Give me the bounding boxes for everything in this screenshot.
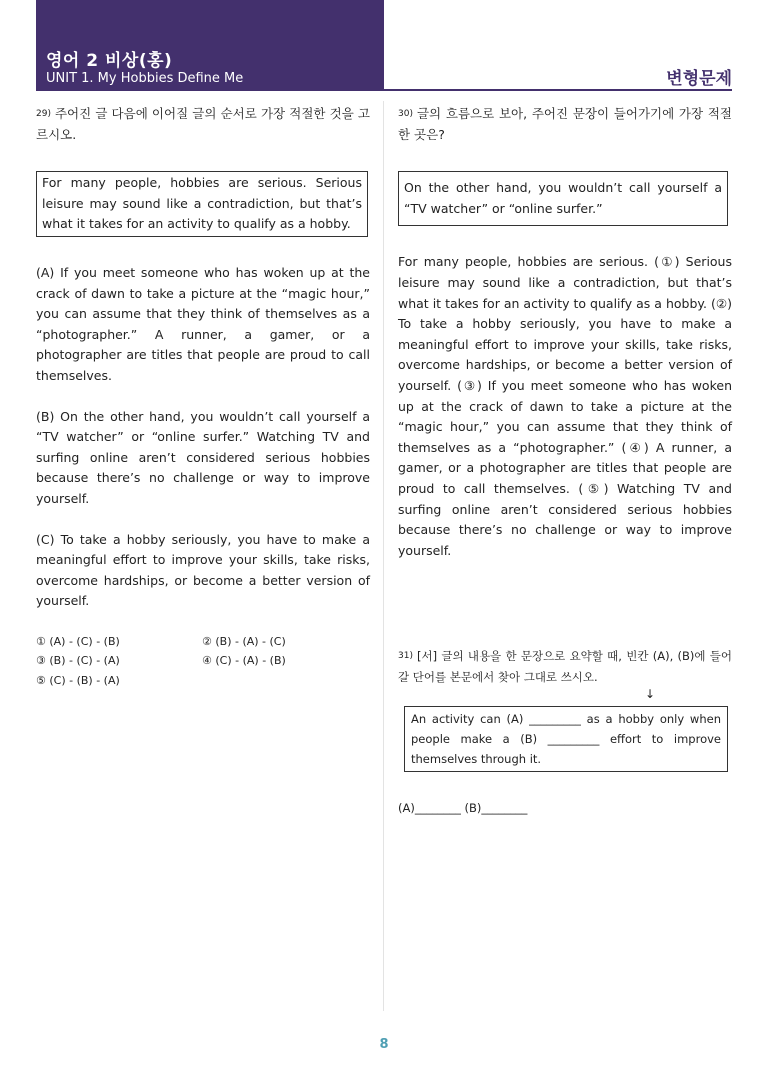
paragraph-b: (B) On the other hand, you wouldn’t call yourself a “TV watcher” or “online surfer.” Watching TV and surfing online aren’t considered serious hobbies because there’s no challenge or way to improve yourself. <box>36 408 370 506</box>
unit-title: UNIT 1. My Hobbies Define Me <box>46 71 244 86</box>
book-title: 영어 2 비상(홍) <box>46 51 173 71</box>
summary-box: An activity can (A) _________ as a hobby only when people make a (B) _________ effort to improve themselves through it. <box>404 706 728 772</box>
down-arrow-icon: ↓ <box>644 687 656 702</box>
choice-2[interactable]: ② (B) - (A) - (C) <box>202 634 286 648</box>
given-passage: For many people, hobbies are serious. Serious leisure may sound like a contradiction, but that’s what it takes for an activity to qualify as a hobby. <box>36 171 368 237</box>
question-number: 29) <box>36 109 51 119</box>
choice-3[interactable]: ③ (B) - (C) - (A) <box>36 654 120 668</box>
question-number: 31) <box>398 651 413 661</box>
given-sentence: On the other hand, you wouldn’t call yourself a “TV watcher” or “online surfer.” <box>398 171 728 226</box>
question-text: [서] 글의 내용을 한 문장으로 요약할 때, 빈칸 (A), (B)에 들어갈 단어를 본문에서 찾아 그대로 쓰시오. <box>398 649 732 684</box>
choice-1[interactable]: ① (A) - (C) - (B) <box>36 634 120 648</box>
question-text: 주어진 글 다음에 이어질 글의 순서로 가장 적절한 것을 고르시오. <box>36 106 370 142</box>
passage: For many people, hobbies are serious. (①) Serious leisure may sound like a contradiction, but that’s what it takes for an activity to qualify as a hobby. (②) To take a hobby seriously, you have to make a meaningful effort to improve your skills, take risks, overcome hardships, or become a better version of yourself. (③) If you meet someone who has woken up at the crack of dawn to take a picture at the “magic hour,” you can assume that they think of themselves as a “photographer.” (④) A runner, a gamer, or a photographer are titles that people are proud to call themselves. (⑤) Watching TV and surfing online aren’t considered serious hobbies because there’s no challenge or way to improve yourself. <box>398 254 732 558</box>
question-31-prompt <box>398 646 732 687</box>
column-divider <box>383 101 384 1011</box>
header-rule <box>384 89 732 91</box>
question-29-prompt <box>36 104 370 145</box>
worksheet-type: 변형문제 <box>666 69 732 89</box>
question-30 <box>398 104 732 561</box>
choice-5[interactable]: ⑤ (C) - (B) - (A) <box>36 673 120 687</box>
question-30-prompt <box>398 104 732 145</box>
question-text: 글의 흐름으로 보아, 주어진 문장이 들어가기에 가장 적절한 곳은? <box>398 106 732 142</box>
question-number: 30) <box>398 109 413 119</box>
paragraph-c: (C) To take a hobby seriously, you have to make a meaningful effort to improve your skills, take risks, overcome hardships, or become a better version of yourself. <box>36 531 370 609</box>
answer-blanks[interactable]: (A)________ (B)________ <box>398 801 528 816</box>
choice-4[interactable]: ④ (C) - (A) - (B) <box>202 654 286 668</box>
answer-choices <box>36 632 370 691</box>
page-number: 8 <box>379 1037 389 1052</box>
question-29 <box>36 104 370 690</box>
paragraph-a: (A) If you meet someone who has woken up at the crack of dawn to take a picture at the “magic hour,” you can assume that they think of themselves as a “photographer.” A runner, a gamer, or a photographer are titles that people are proud to call themselves. <box>36 264 370 383</box>
header-band <box>36 0 384 91</box>
question-31 <box>398 646 732 819</box>
